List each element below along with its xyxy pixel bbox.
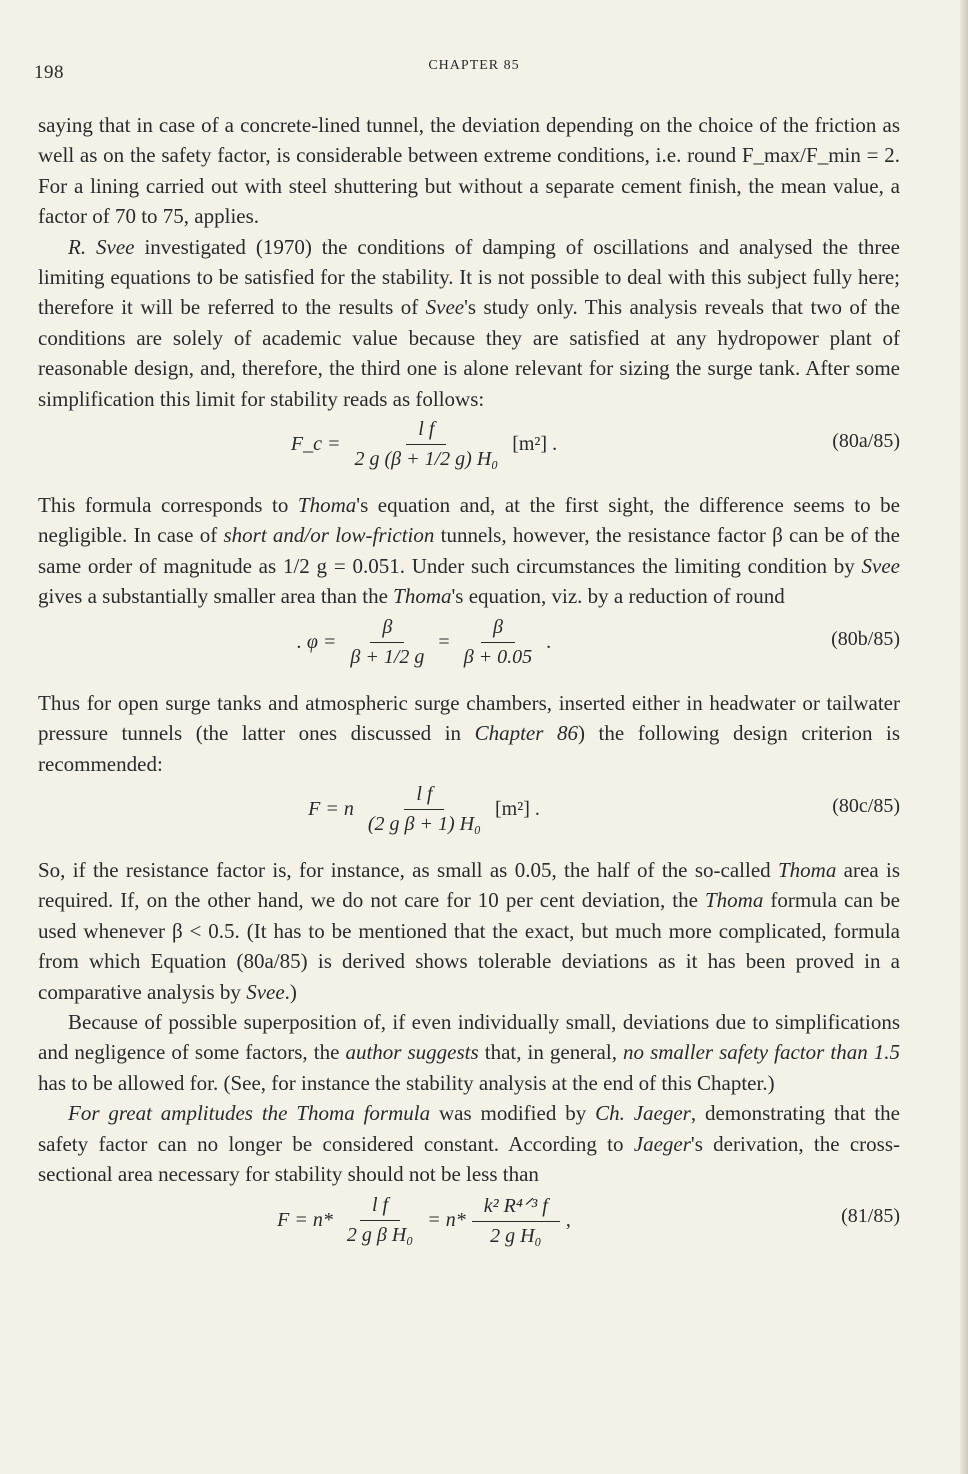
paragraph-7-text: was modified by [430, 1101, 596, 1126]
page-number: 198 [34, 62, 64, 83]
paragraph-3-text: 's equation, viz. by a reduction of round [451, 584, 785, 609]
equation-denominator: 2 g (β + 1/2 g) H₀ [354, 448, 499, 471]
equation-80c [38, 783, 900, 845]
equation-denominator: 2 g H₀ [490, 1225, 542, 1248]
equation-numerator: l f [404, 783, 444, 810]
equation-numerator: β [370, 616, 404, 643]
equation-unit: [m²] . [512, 433, 558, 456]
equation-lhs: F = n* [277, 1209, 333, 1232]
emphasis: author suggests [345, 1040, 479, 1065]
emphasis: For great amplitudes the Thoma formula [68, 1101, 431, 1126]
equation-numerator: l f [406, 418, 446, 445]
equation-denominator: (2 g β + 1) H₀ [367, 812, 482, 835]
equation-unit: [m²] . [495, 797, 540, 820]
equation-lhs: F_c = [290, 433, 341, 456]
paragraph-5-text: So, if the resistance factor is, for instance, as small as 0.05, the half of the so-called [38, 857, 778, 882]
page-edge-shadow [960, 0, 968, 1474]
emphasis: no smaller safety factor than 1.5 [623, 1040, 900, 1065]
equation-number: (80a/85) [832, 430, 900, 453]
paragraph-6 [38, 1007, 900, 1098]
equation-80a [38, 418, 900, 480]
paragraph-6-text: that, in general, [478, 1040, 624, 1065]
emphasis: Jaeger [633, 1131, 691, 1156]
page-header [34, 56, 914, 86]
equation-numerator: l f [360, 1194, 400, 1221]
paragraph-2 [38, 232, 900, 414]
equation-tail: . [546, 630, 552, 653]
equation-denominator: β + 1/2 g [350, 645, 425, 668]
paragraph-3-text: This formula corresponds to [38, 493, 298, 518]
equation-tail: , [565, 1209, 571, 1232]
paragraph-5 [38, 855, 900, 1007]
equation-denominator: β + 0.05 [463, 645, 533, 668]
paragraph-2-text: 's study only. This analysis reveals that two of the conditions are solely of academic value because they are satisfied at any hydropower plant of reasonable design, and, therefore, the third one is alone relevant for sizing the surge tank. After some simplification this limit for stability reads as follows: [38, 295, 900, 411]
equation-numerator: β [481, 616, 515, 643]
emphasis: Thoma [393, 584, 452, 609]
equation-mid: = n* [427, 1209, 466, 1232]
paragraph-1: saying that in case of a concrete-lined tunnel, the deviation depending on the choice of the friction as well as on the safety factor, is considerable between extreme conditions, i.e. round F_max/F_min = 2. For a lining carried out with steel shuttering but without a separate cement finish, the mean value, a factor of 70 to 75, applies. [38, 113, 900, 229]
emphasis: Ch. Jaeger [595, 1101, 691, 1126]
paragraph-3-text: gives a substantially smaller area than the [38, 584, 394, 609]
author-name: Svee [425, 295, 465, 320]
equation-number: (81/85) [841, 1205, 900, 1228]
emphasis: Svee [246, 979, 285, 1004]
equation-denominator: 2 g β H₀ [346, 1224, 414, 1247]
paragraph-5-text: .) [284, 979, 297, 1004]
paragraph-7-text: 's derivation, the cross-sectional area necessary for stability should not be less than [38, 1131, 900, 1186]
paragraph-6-text: has to be allowed for. (See, for instance the stability analysis at the end of this Chapter.) [38, 1070, 775, 1095]
equation-80b [38, 616, 900, 678]
paragraph-3-text: tunnels, however, the resistance factor β can be of the same order of magnitude as 1/2 g = 0.051. Under such circumstances the limiting condition by [38, 523, 900, 578]
paragraph-2-text: investigated (1970) the conditions of damping of oscillations and analysed the three limiting equations to be satisfied for the stability. It is not possible to deal with this subject fully here; therefore it will be referred to the results of [38, 234, 900, 320]
paragraph-3 [38, 490, 900, 612]
equation-number: (80b/85) [831, 627, 900, 650]
emphasis: Thoma [777, 857, 837, 882]
paragraph-6-text: Because of possible superposition of, if even individually small, deviations due to simplifications and negligence of some factors, the [38, 1009, 900, 1065]
author-name: R. Svee [68, 234, 135, 259]
emphasis: Chapter 86 [474, 721, 578, 746]
paragraph-3-text: 's equation and, at the first sight, the difference seems to be negligible. In case of [38, 493, 900, 548]
running-head: CHAPTER 85 [428, 58, 520, 73]
emphasis: Thoma [704, 888, 764, 913]
paragraph-7 [38, 1098, 900, 1189]
paragraph-7-text: , demonstrating that the safety factor can no longer be considered constant. According to [38, 1101, 900, 1156]
equation-81 [38, 1193, 900, 1255]
equation-lhs: . φ = [296, 630, 337, 653]
equation-lhs: F = n [308, 797, 354, 820]
equation-numerator: k² R⁴ᐟ³ f [472, 1193, 560, 1222]
paragraph-4-text: Thus for open surge tanks and atmospheric surge chambers, inserted either in headwater or tailwater pressure tunnels (the latter ones discussed in [38, 690, 900, 746]
emphasis: Thoma [297, 493, 357, 518]
emphasis: short and/or low-friction [223, 523, 435, 548]
emphasis: Svee [861, 553, 900, 578]
paragraph-4 [38, 688, 900, 779]
body-text [38, 110, 900, 1265]
paragraph-5-text: formula can be used whenever β < 0.5. (It has to be mentioned that the exact, but much more complicated, formula from which Equation (80a/85) is derived shows tolerable deviations as it has been proved in a comparative analysis by [38, 888, 900, 1004]
paragraph-5-text: area is required. If, on the other hand, we do not care for 10 per cent deviation, the [38, 857, 900, 913]
equation-number: (80c/85) [832, 794, 900, 817]
equals-sign: = [438, 630, 450, 653]
paragraph-4-text: ) the following design criterion is recommended: [38, 721, 901, 776]
